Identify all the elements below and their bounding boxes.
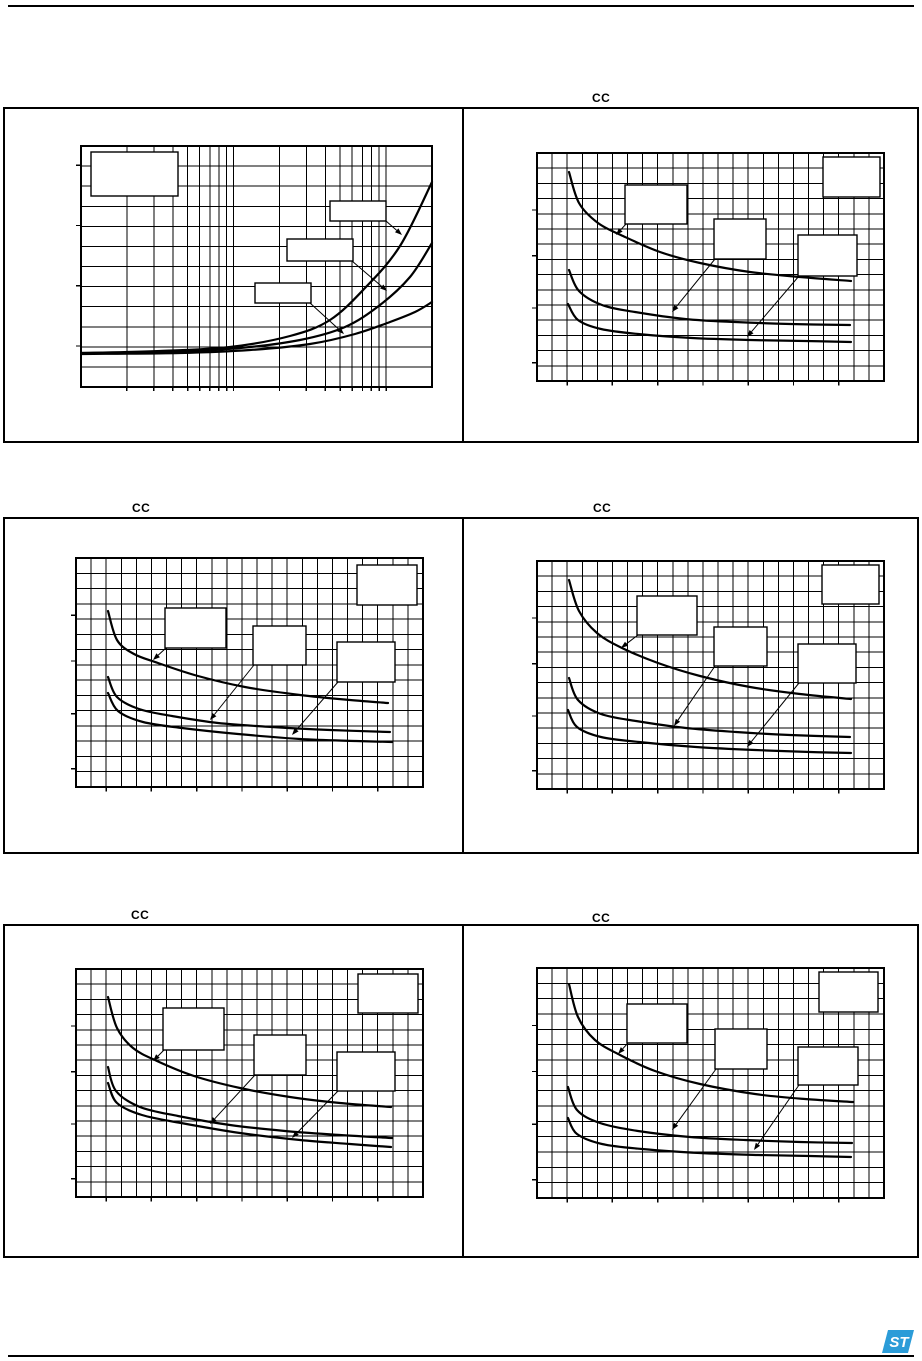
axis-ticks (532, 618, 839, 794)
page-bottom-rule (8, 1355, 914, 1357)
figure-title: CC (132, 501, 151, 515)
legend-box (91, 152, 178, 196)
figure-middle-left (3, 517, 462, 854)
figure-bottom-left (3, 924, 462, 1258)
callout-box (253, 626, 306, 665)
callout-box (165, 608, 226, 648)
curve-2 (568, 1087, 852, 1143)
legend-box (357, 565, 417, 605)
callout-box (254, 1035, 306, 1075)
callout-box (798, 644, 856, 683)
figure-bottom-right (462, 924, 919, 1258)
callout-box (798, 1047, 858, 1085)
callout-box (337, 1052, 395, 1091)
callout-box (337, 642, 395, 682)
callout-arrow-line (627, 635, 638, 644)
callout-arrow-line (215, 1075, 255, 1119)
figure-title: CC (131, 908, 150, 922)
figure-top-right (462, 107, 919, 443)
figure-title: CC (592, 911, 611, 925)
callout-arrow-head (754, 1143, 760, 1150)
callout-box (625, 185, 687, 224)
axis-ticks (71, 1026, 378, 1202)
callout-box (627, 1004, 687, 1043)
curve-3 (108, 1083, 391, 1147)
legend-box (819, 972, 878, 1012)
callout-arrow-line (676, 259, 715, 307)
callout-arrow-head (674, 719, 680, 726)
callout-arrows (153, 1050, 338, 1138)
callout-arrow-line (158, 648, 166, 655)
axis-ticks (532, 1026, 839, 1203)
callout-arrow-line (158, 1050, 164, 1056)
callout-box (714, 627, 767, 666)
callout-box (255, 283, 311, 303)
legend-box (358, 974, 418, 1013)
callout-box (714, 219, 766, 259)
callout-box (715, 1029, 767, 1069)
figure-middle-right (462, 517, 919, 854)
st-logo-text: ST (889, 1334, 909, 1351)
callout-box (163, 1008, 224, 1050)
page-top-rule (8, 5, 914, 7)
callout-box (637, 596, 697, 635)
callout-arrows (310, 221, 402, 334)
st-logo (877, 1329, 914, 1354)
callout-box (287, 239, 353, 261)
legend-box (822, 565, 879, 604)
callout-arrow-line (676, 1069, 716, 1124)
figure-title: CC (592, 91, 611, 105)
callout-box (330, 201, 386, 221)
callout-arrow-line (386, 221, 397, 230)
legend-box (823, 157, 880, 197)
callout-arrows (153, 648, 338, 735)
figure-top-left (3, 107, 462, 443)
figure-title: CC (593, 501, 612, 515)
axis-ticks (76, 165, 386, 391)
callout-box (798, 235, 857, 276)
axis-ticks (532, 210, 839, 386)
callout-arrow-line (214, 665, 254, 715)
